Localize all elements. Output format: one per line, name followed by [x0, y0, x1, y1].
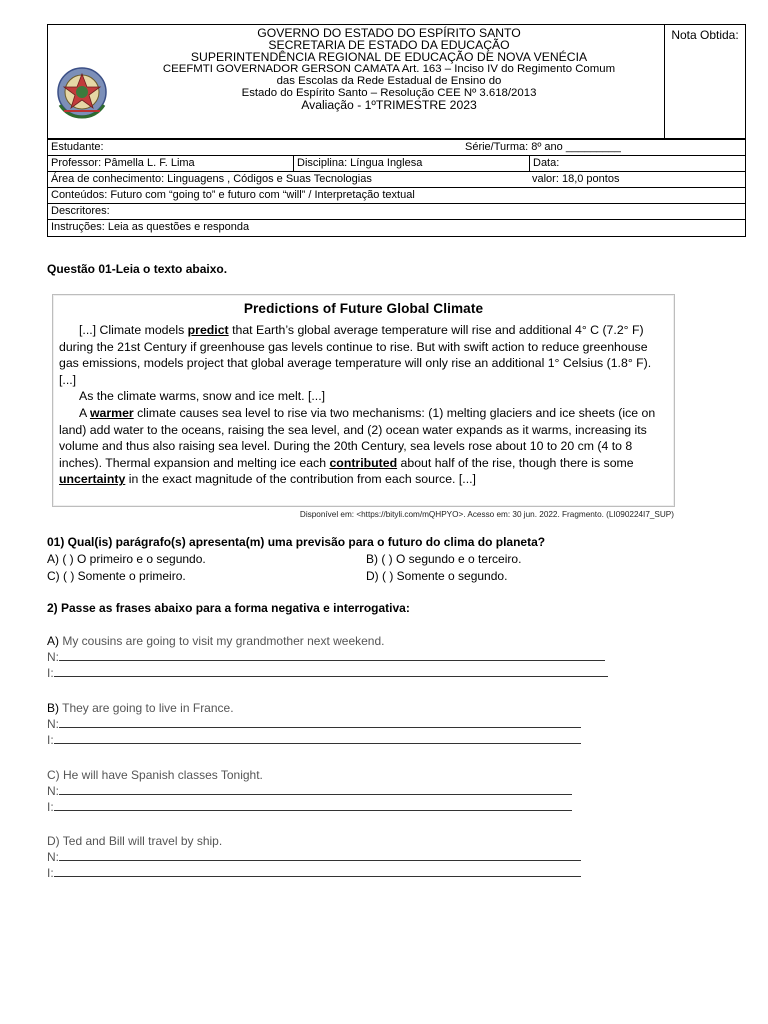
negative-answer-line[interactable]: [47, 648, 608, 664]
reading-passage: [52, 294, 675, 507]
negative-label: N:: [47, 717, 59, 731]
passage-text: climate causes sea level to rise via two mechanisms: (1) melting glaciers and ice sheets (ice on land) add water to the oceans, raising the sea level, and (2) ocean water expands as it warms, increasing its volume and thus also raising sea level. During the 20th Century, sea levels rose about 10 to 20 cm (4 to 8 inches). Thermal expansion and melting ice each: [59, 405, 656, 470]
header-line-escolas: das Escolas da Rede Estadual de Ensino do: [276, 75, 502, 87]
negative-answer-line[interactable]: [47, 848, 581, 864]
passage-text: in the exact magnitude of the contribution from each source. [...]: [125, 472, 476, 487]
question-2-prompt: 2) Passe as frases abaixo para a forma negativa e interrogativa:: [47, 601, 410, 615]
header-line-governo: GOVERNO DO ESTADO DO ESPÍRITO SANTO: [257, 26, 521, 40]
passage-title: Predictions of Future Global Climate: [243, 301, 484, 316]
passage-source: Disponível em: <https://bityli.com/mQHPYO>. Acesso em: 30 jun. 2022. Fragmento. (LI090224I7_SUP): [299, 510, 674, 519]
instrucoes-field: Instruções: Leia as questões e responda: [51, 221, 250, 233]
exercise-item-a: [47, 634, 608, 680]
passage-text: [...] Climate models: [79, 323, 188, 337]
passage-text: that Earth’s global average temperature will rise and additional 4° C (7.2° F) during the 21st Century if greenhouse gas levels continue to rise. But with swift action to reduce greenhouse gas emissions, models project that global average temperature will only rise an additional 1° Celsius (1.8° F). [...]: [59, 323, 652, 387]
passage-paragraph-3: [59, 405, 668, 488]
data-field[interactable]: Data:: [533, 157, 560, 169]
header-line-school: CEEFMTI GOVERNADOR GERSON CAMATA Art. 163 – Inciso IV do Regimento Comum: [162, 63, 616, 75]
questao-01-title: Questão 01-Leia o texto abaixo.: [47, 262, 228, 276]
header-table: [47, 24, 746, 237]
negative-answer-line[interactable]: [47, 715, 581, 731]
interrogative-answer-line[interactable]: [47, 864, 581, 880]
row-conteudos: [48, 188, 745, 204]
sentence-text: They are going to live in France.: [59, 701, 234, 715]
header-line-secretaria: SECRETARIA DE ESTADO DA EDUCAÇÃO: [268, 38, 510, 52]
header-line-avaliacao: Avaliação - 1ºTRIMESTRE 2023: [301, 98, 477, 112]
option-a[interactable]: A) ( ) O primeiro e o segundo.: [47, 552, 206, 566]
interrogative-label: I:: [47, 866, 54, 880]
sentence-text: D) Ted and Bill will travel by ship.: [47, 834, 223, 848]
conteudos-field: Conteúdos: Futuro com “going to” e futuro com “will” / Interpretação textual: [51, 189, 415, 201]
professor-field: Professor: Pâmella L. F. Lima: [48, 156, 294, 171]
exercise-item-d: [47, 834, 581, 880]
row-estudante: [48, 140, 745, 156]
interrogative-answer-line[interactable]: [47, 664, 608, 680]
option-b[interactable]: B) ( ) O segundo e o terceiro.: [366, 552, 522, 566]
negative-label: N:: [47, 850, 59, 864]
interrogative-label: I:: [47, 800, 54, 814]
question-1-prompt: 01) Qual(is) parágrafo(s) apresenta(m) uma previsão para o futuro do clima do planeta?: [47, 535, 546, 549]
exercise-item-c: [47, 768, 572, 814]
option-c[interactable]: C) ( ) Somente o primeiro.: [47, 569, 186, 583]
sentence-text: C) He will have Spanish classes Tonight.: [47, 768, 263, 782]
sentence-d: [47, 834, 581, 848]
passage-text: A: [79, 405, 90, 420]
row-descritores: [48, 204, 745, 220]
item-label: B): [47, 701, 59, 715]
row-instrucoes: [48, 220, 745, 236]
passage-paragraph-1: [59, 322, 668, 388]
option-d[interactable]: D) ( ) Somente o segundo.: [366, 569, 508, 583]
sentence-a: [47, 634, 608, 648]
interrogative-answer-line[interactable]: [47, 731, 581, 747]
exercise-item-b: [47, 701, 581, 747]
passage-body: [53, 316, 674, 488]
state-crest-logo: [54, 65, 110, 119]
header-line-superintendencia: SUPERINTENDÊNCIA REGIONAL DE EDUCAÇÃO DE NOVA VENÉCIA: [190, 50, 588, 64]
disciplina-field: Disciplina: Língua Inglesa: [294, 156, 530, 171]
estudante-field[interactable]: Estudante:: [51, 141, 104, 153]
valor-field: valor: 18,0 pontos: [532, 173, 620, 185]
row-area: [48, 172, 745, 188]
interrogative-label: I:: [47, 733, 54, 747]
negative-label: N:: [47, 784, 59, 798]
interrogative-label: I:: [47, 666, 54, 680]
sentence-text: My cousins are going to visit my grandmother next weekend.: [59, 634, 385, 648]
descritores-field: Descritores:: [51, 205, 110, 217]
area-conhecimento-field: Área de conhecimento: Linguagens , Códigos e Suas Tecnologias: [51, 173, 372, 185]
row-professor: [48, 156, 745, 172]
header-top: [48, 25, 745, 139]
keyword-warmer: warmer: [89, 405, 134, 420]
keyword-contributed: contributed: [329, 455, 398, 470]
nota-obtida-label: Nota Obtida:: [671, 28, 739, 42]
passage-text: about half of the rise, though there is some: [397, 455, 634, 470]
header-line-resolucao: Estado do Espírito Santo – Resolução CEE Nº 3.618/2013: [241, 87, 537, 99]
serie-turma-field[interactable]: Série/Turma: 8º ano _________: [465, 141, 621, 153]
passage-paragraph-2: As the climate warms, snow and ice melt. [...]: [79, 389, 326, 404]
header-text: [118, 27, 660, 111]
negative-answer-line[interactable]: [47, 782, 572, 798]
nota-obtida-box[interactable]: [665, 25, 745, 138]
negative-label: N:: [47, 650, 59, 664]
header-institution: [48, 25, 665, 138]
sentence-c: [47, 768, 572, 782]
sentence-b: [47, 701, 581, 715]
interrogative-answer-line[interactable]: [47, 798, 572, 814]
keyword-uncertainty: uncertainty: [59, 472, 126, 487]
item-label: A): [47, 634, 59, 648]
keyword-predict: predict: [187, 323, 229, 337]
